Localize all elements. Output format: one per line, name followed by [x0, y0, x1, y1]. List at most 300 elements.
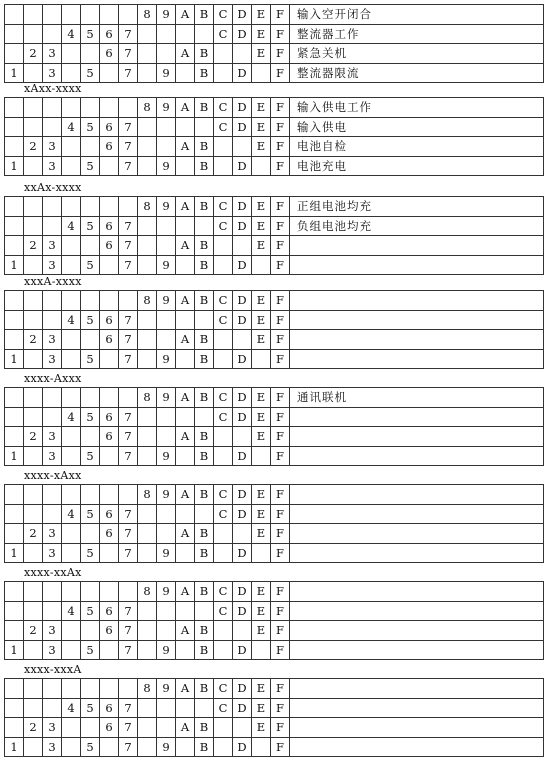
bit-cell: B [195, 427, 214, 447]
status-label [290, 446, 544, 466]
bit-cell: F [271, 291, 290, 311]
bit-cell: A [176, 679, 195, 699]
bit-cell: 7 [119, 698, 138, 718]
bit-cell [214, 718, 233, 738]
status-label: 电池自检 [290, 137, 544, 157]
bit-cell: 8 [138, 679, 157, 699]
bit-cell [119, 5, 138, 25]
status-label [290, 349, 544, 369]
bit-cell [43, 197, 62, 217]
bit-cell: 7 [119, 640, 138, 660]
bit-cell [24, 98, 43, 118]
bit-cell: A [176, 197, 195, 217]
bit-cell [62, 427, 81, 447]
bit-cell: 3 [43, 427, 62, 447]
bit-cell [214, 156, 233, 176]
bit-cell: 7 [119, 330, 138, 350]
bit-cell: 3 [43, 44, 62, 64]
bit-cell [81, 388, 100, 408]
bit-cell: 6 [100, 698, 119, 718]
bit-cell [24, 485, 43, 505]
bit-cell [5, 504, 24, 524]
bit-cell: C [214, 216, 233, 236]
bit-cell [195, 216, 214, 236]
bit-cell [62, 718, 81, 738]
table-row [5, 524, 544, 544]
bit-cell [214, 621, 233, 641]
bit-cell [43, 679, 62, 699]
bit-cell: E [252, 524, 271, 544]
bit-cell: 6 [100, 524, 119, 544]
bit-cell: 7 [119, 407, 138, 427]
bit-cell: D [233, 640, 252, 660]
bit-cell [5, 137, 24, 157]
status-label [290, 679, 544, 699]
table-row [5, 388, 544, 408]
table-row [5, 407, 544, 427]
bit-cell [5, 310, 24, 330]
bit-cell: E [252, 718, 271, 738]
bit-cell [81, 291, 100, 311]
bit-cell [24, 582, 43, 602]
bit-cell [214, 330, 233, 350]
bit-cell [119, 98, 138, 118]
bit-cell: E [252, 698, 271, 718]
bit-cell: 4 [62, 698, 81, 718]
bit-cell: 3 [43, 330, 62, 350]
bit-cell: 6 [100, 44, 119, 64]
bit-cell [5, 485, 24, 505]
table-row [5, 291, 544, 311]
section-heading: xAxx-xxxx [24, 82, 82, 95]
bit-cell [62, 44, 81, 64]
bit-cell: A [176, 621, 195, 641]
bit-cell: 7 [119, 718, 138, 738]
bit-cell: 5 [81, 310, 100, 330]
bit-cell: 2 [24, 137, 43, 157]
bit-cell: 2 [24, 718, 43, 738]
bit-cell: 4 [62, 117, 81, 137]
bit-cell: F [271, 330, 290, 350]
bit-cell [214, 255, 233, 275]
bit-cell: C [214, 5, 233, 25]
bit-cell: 8 [138, 485, 157, 505]
section-heading: xxxx-xxxA [24, 663, 82, 676]
bit-cell [138, 446, 157, 466]
bit-cell [138, 216, 157, 236]
bit-cell: B [195, 718, 214, 738]
bit-cell [252, 737, 271, 757]
bit-cell: E [252, 236, 271, 256]
bit-table-5 [4, 387, 544, 466]
bit-cell: F [271, 737, 290, 757]
bit-cell [43, 291, 62, 311]
bit-cell: 8 [138, 5, 157, 25]
bit-cell: 2 [24, 44, 43, 64]
bit-cell [176, 640, 195, 660]
bit-cell [43, 117, 62, 137]
bit-cell [195, 310, 214, 330]
table-row [5, 24, 544, 44]
bit-cell: D [233, 543, 252, 563]
table-row [5, 330, 544, 350]
bit-cell [100, 388, 119, 408]
bit-cell [195, 117, 214, 137]
bit-cell: 9 [157, 640, 176, 660]
table-row [5, 310, 544, 330]
bit-cell: F [271, 236, 290, 256]
bit-cell [62, 446, 81, 466]
bit-cell [100, 349, 119, 369]
bit-cell: 8 [138, 291, 157, 311]
bit-cell: F [271, 388, 290, 408]
bit-table-4 [4, 290, 544, 369]
bit-cell: C [214, 582, 233, 602]
bit-table [4, 196, 544, 275]
bit-cell: 6 [100, 117, 119, 137]
table-row [5, 137, 544, 157]
status-label [290, 236, 544, 256]
bit-cell: A [176, 485, 195, 505]
bit-cell [5, 427, 24, 447]
bit-cell: 5 [81, 698, 100, 718]
bit-cell [81, 98, 100, 118]
section-heading: xxxx-Axxx [24, 372, 82, 385]
bit-cell [24, 5, 43, 25]
bit-cell: B [195, 44, 214, 64]
bit-cell: 1 [5, 255, 24, 275]
bit-cell: 4 [62, 504, 81, 524]
bit-cell [24, 446, 43, 466]
status-label: 整流器限流 [290, 63, 544, 83]
bit-cell: D [233, 117, 252, 137]
table-row [5, 543, 544, 563]
bit-cell: 9 [157, 5, 176, 25]
bit-cell [138, 44, 157, 64]
bit-cell: F [271, 504, 290, 524]
bit-cell: F [271, 679, 290, 699]
bit-cell: E [252, 485, 271, 505]
bit-cell [100, 679, 119, 699]
bit-cell: B [195, 640, 214, 660]
section-heading: xxxA-xxxx [24, 275, 82, 288]
status-label [290, 310, 544, 330]
bit-cell: E [252, 197, 271, 217]
bit-cell: F [271, 349, 290, 369]
bit-cell: A [176, 524, 195, 544]
table-row [5, 679, 544, 699]
table-row [5, 236, 544, 256]
bit-cell: 9 [157, 679, 176, 699]
bit-table-8 [4, 678, 544, 757]
bit-cell: E [252, 291, 271, 311]
bit-cell [195, 24, 214, 44]
bit-cell [138, 427, 157, 447]
bit-cell [138, 407, 157, 427]
bit-table [4, 290, 544, 369]
bit-cell [24, 407, 43, 427]
bit-cell [176, 698, 195, 718]
bit-cell [62, 485, 81, 505]
bit-cell [100, 63, 119, 83]
table-row [5, 737, 544, 757]
bit-cell [24, 310, 43, 330]
bit-cell [81, 679, 100, 699]
bit-cell [157, 407, 176, 427]
bit-cell: 7 [119, 137, 138, 157]
table-row [5, 98, 544, 118]
bit-cell: 9 [157, 737, 176, 757]
bit-cell: D [233, 601, 252, 621]
bit-cell: F [271, 197, 290, 217]
bit-cell [81, 524, 100, 544]
bit-cell [81, 621, 100, 641]
bit-cell [100, 582, 119, 602]
bit-cell: 6 [100, 330, 119, 350]
bit-cell: E [252, 621, 271, 641]
table-row [5, 216, 544, 236]
bit-cell: F [271, 718, 290, 738]
bit-cell: 3 [43, 156, 62, 176]
bit-cell: 1 [5, 63, 24, 83]
bit-cell: F [271, 24, 290, 44]
bit-cell [195, 698, 214, 718]
table-row [5, 621, 544, 641]
bit-cell [5, 582, 24, 602]
bit-cell [24, 737, 43, 757]
bit-cell [119, 291, 138, 311]
bit-cell: 5 [81, 117, 100, 137]
bit-cell [81, 427, 100, 447]
bit-table-3 [4, 196, 544, 275]
bit-cell: B [195, 388, 214, 408]
bit-cell [119, 679, 138, 699]
bit-cell: C [214, 98, 233, 118]
bit-cell: 5 [81, 24, 100, 44]
bit-cell: 4 [62, 310, 81, 330]
bit-cell [81, 485, 100, 505]
status-label: 输入供电 [290, 117, 544, 137]
table-row [5, 117, 544, 137]
bit-cell [43, 98, 62, 118]
bit-cell: E [252, 679, 271, 699]
bit-cell: 6 [100, 427, 119, 447]
bit-cell: 6 [100, 137, 119, 157]
bit-cell: F [271, 446, 290, 466]
bit-cell: F [271, 621, 290, 641]
bit-cell [138, 737, 157, 757]
status-label [290, 524, 544, 544]
bit-cell [24, 349, 43, 369]
bit-cell: F [271, 485, 290, 505]
bit-cell: E [252, 330, 271, 350]
bit-table-2 [4, 97, 544, 176]
bit-cell [138, 349, 157, 369]
bit-cell: 9 [157, 255, 176, 275]
bit-cell [100, 640, 119, 660]
bit-cell: D [233, 349, 252, 369]
bit-cell [138, 330, 157, 350]
bit-cell [24, 698, 43, 718]
bit-cell [119, 388, 138, 408]
section-heading: xxAx-xxxx [24, 181, 82, 194]
table-row [5, 349, 544, 369]
table-row [5, 698, 544, 718]
bit-cell [138, 524, 157, 544]
bit-cell [233, 44, 252, 64]
bit-cell: C [214, 310, 233, 330]
bit-cell [157, 310, 176, 330]
bit-cell [214, 63, 233, 83]
bit-cell [43, 310, 62, 330]
bit-cell [176, 601, 195, 621]
bit-cell: B [195, 291, 214, 311]
bit-cell: 3 [43, 737, 62, 757]
bit-cell: E [252, 601, 271, 621]
bit-cell: B [195, 543, 214, 563]
bit-cell: 5 [81, 446, 100, 466]
bit-cell [5, 197, 24, 217]
status-label [290, 601, 544, 621]
bit-cell: B [195, 63, 214, 83]
bit-cell: 9 [157, 446, 176, 466]
bit-cell [195, 601, 214, 621]
bit-cell [81, 5, 100, 25]
bit-cell: 7 [119, 446, 138, 466]
bit-cell: E [252, 24, 271, 44]
bit-cell: A [176, 98, 195, 118]
bit-cell [252, 446, 271, 466]
bit-cell: 7 [119, 524, 138, 544]
bit-cell [62, 349, 81, 369]
bit-cell [157, 236, 176, 256]
bit-cell [100, 291, 119, 311]
bit-cell [5, 117, 24, 137]
bit-cell: F [271, 582, 290, 602]
bit-cell [157, 427, 176, 447]
bit-cell: F [271, 255, 290, 275]
status-label [290, 291, 544, 311]
bit-cell: B [195, 582, 214, 602]
bit-cell [43, 216, 62, 236]
bit-cell: E [252, 98, 271, 118]
bit-cell: D [233, 63, 252, 83]
bit-cell: 9 [157, 156, 176, 176]
bit-cell: 5 [81, 63, 100, 83]
bit-cell [62, 137, 81, 157]
bit-cell: F [271, 98, 290, 118]
bit-cell: F [271, 117, 290, 137]
bit-cell: 3 [43, 236, 62, 256]
bit-cell [176, 349, 195, 369]
bit-cell [138, 255, 157, 275]
bit-cell [214, 427, 233, 447]
bit-cell: D [233, 5, 252, 25]
bit-cell [214, 737, 233, 757]
bit-table-1 [4, 4, 544, 83]
bit-cell: 4 [62, 407, 81, 427]
section-heading: xxxx-xxAx [24, 566, 82, 579]
bit-cell [138, 310, 157, 330]
bit-cell: 1 [5, 156, 24, 176]
bit-cell [5, 98, 24, 118]
bit-cell: 9 [157, 582, 176, 602]
bit-cell [43, 698, 62, 718]
bit-cell [62, 621, 81, 641]
bit-cell: D [233, 446, 252, 466]
bit-cell [157, 524, 176, 544]
bit-cell: 3 [43, 718, 62, 738]
bit-cell [24, 291, 43, 311]
bit-cell: B [195, 349, 214, 369]
bit-cell [176, 407, 195, 427]
status-label: 电池充电 [290, 156, 544, 176]
status-label [290, 718, 544, 738]
table-row [5, 427, 544, 447]
bit-cell [195, 407, 214, 427]
bit-cell [5, 330, 24, 350]
bit-cell: A [176, 718, 195, 738]
bit-cell [157, 216, 176, 236]
bit-cell [62, 330, 81, 350]
bit-cell: E [252, 5, 271, 25]
bit-cell: 2 [24, 236, 43, 256]
bit-cell: E [252, 388, 271, 408]
bit-cell [157, 117, 176, 137]
bit-cell: B [195, 236, 214, 256]
bit-cell: F [271, 63, 290, 83]
bit-cell: D [233, 310, 252, 330]
bit-cell [100, 98, 119, 118]
bit-cell [138, 63, 157, 83]
bit-table [4, 581, 544, 660]
bit-cell [214, 44, 233, 64]
table-row [5, 582, 544, 602]
bit-cell [62, 388, 81, 408]
bit-cell: F [271, 524, 290, 544]
bit-cell: 3 [43, 543, 62, 563]
bit-cell: 3 [43, 255, 62, 275]
bit-cell [100, 197, 119, 217]
bit-cell: E [252, 137, 271, 157]
status-label [290, 407, 544, 427]
bit-cell: D [233, 504, 252, 524]
bit-cell: A [176, 236, 195, 256]
bit-cell: B [195, 330, 214, 350]
bit-cell [81, 582, 100, 602]
bit-cell: 7 [119, 216, 138, 236]
status-label [290, 504, 544, 524]
status-label [290, 737, 544, 757]
bit-cell: D [233, 679, 252, 699]
status-label: 正组电池均充 [290, 197, 544, 217]
bit-cell: 7 [119, 236, 138, 256]
bit-cell [62, 197, 81, 217]
bit-cell: 7 [119, 255, 138, 275]
bit-cell: 5 [81, 737, 100, 757]
bit-cell: E [252, 117, 271, 137]
status-label [290, 543, 544, 563]
bit-cell [62, 582, 81, 602]
bit-cell: E [252, 407, 271, 427]
bit-cell: B [195, 98, 214, 118]
bit-cell [214, 137, 233, 157]
bit-cell [62, 737, 81, 757]
bit-cell: 5 [81, 255, 100, 275]
bit-cell: B [195, 255, 214, 275]
bit-cell: F [271, 427, 290, 447]
bit-cell [24, 543, 43, 563]
